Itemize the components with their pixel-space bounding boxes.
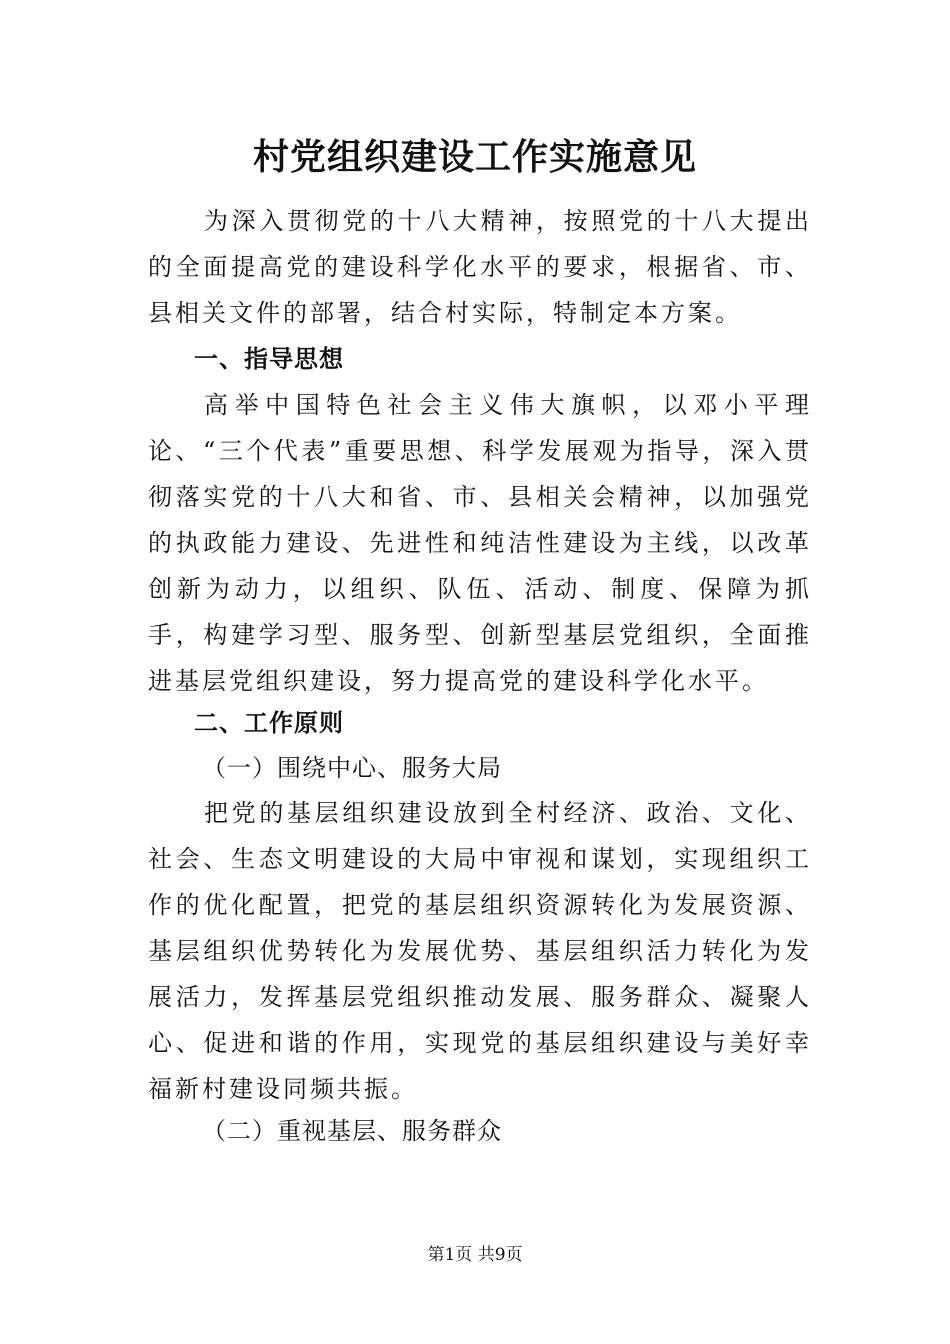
section-1-paragraph: 高举中国特色社会主义伟大旗帜，以邓小平理论、“三个代表”重要思想、科学发展观为指导，深入贯彻落实党的十八大和省、市、县相关会精神，以加强党的执政能力建设、先进性和纯洁性建设为主线，以改革创新为动力，以组织、队伍、活动、制度、保障为抓手，构建学习型、服务型、创新型基层党组织，全面推进基层党组织建设，努力提高党的建设科学化水平。 xyxy=(148,391,812,695)
section-2-sub-1-heading: （一）围绕中心、服务大局 xyxy=(202,754,502,782)
document-title: 村党组织建设工作实施意见 xyxy=(252,137,697,178)
section-2-sub-1-paragraph: 把党的基层组织建设放到全村经济、政治、文化、社会、生态文明建设的大局中审视和谋划，实现组织工作的优化配置，把党的基层组织资源转化为发展资源、基层组织优势转化为发展优势、基层组织活力转化为发展活力，发挥基层党组织推动发展、服务群众、凝聚人心、促进和谐的作用，实现党的基层组织建设与美好幸福新村建设同频共振。 xyxy=(148,799,812,1103)
section-2-heading: 二、工作原则 xyxy=(194,709,344,737)
page-number-footer: 第1页 共9页 xyxy=(427,1245,523,1265)
section-1-heading: 一、指导思想 xyxy=(194,345,344,373)
section-2-sub-2-heading: （二）重视基层、服务群众 xyxy=(202,1117,502,1145)
intro-paragraph: 为深入贯彻党的十八大精神，按照党的十八大提出的全面提高党的建设科学化水平的要求，根据省、市、县相关文件的部署，结合村实际，特制定本方案。 xyxy=(148,207,812,327)
